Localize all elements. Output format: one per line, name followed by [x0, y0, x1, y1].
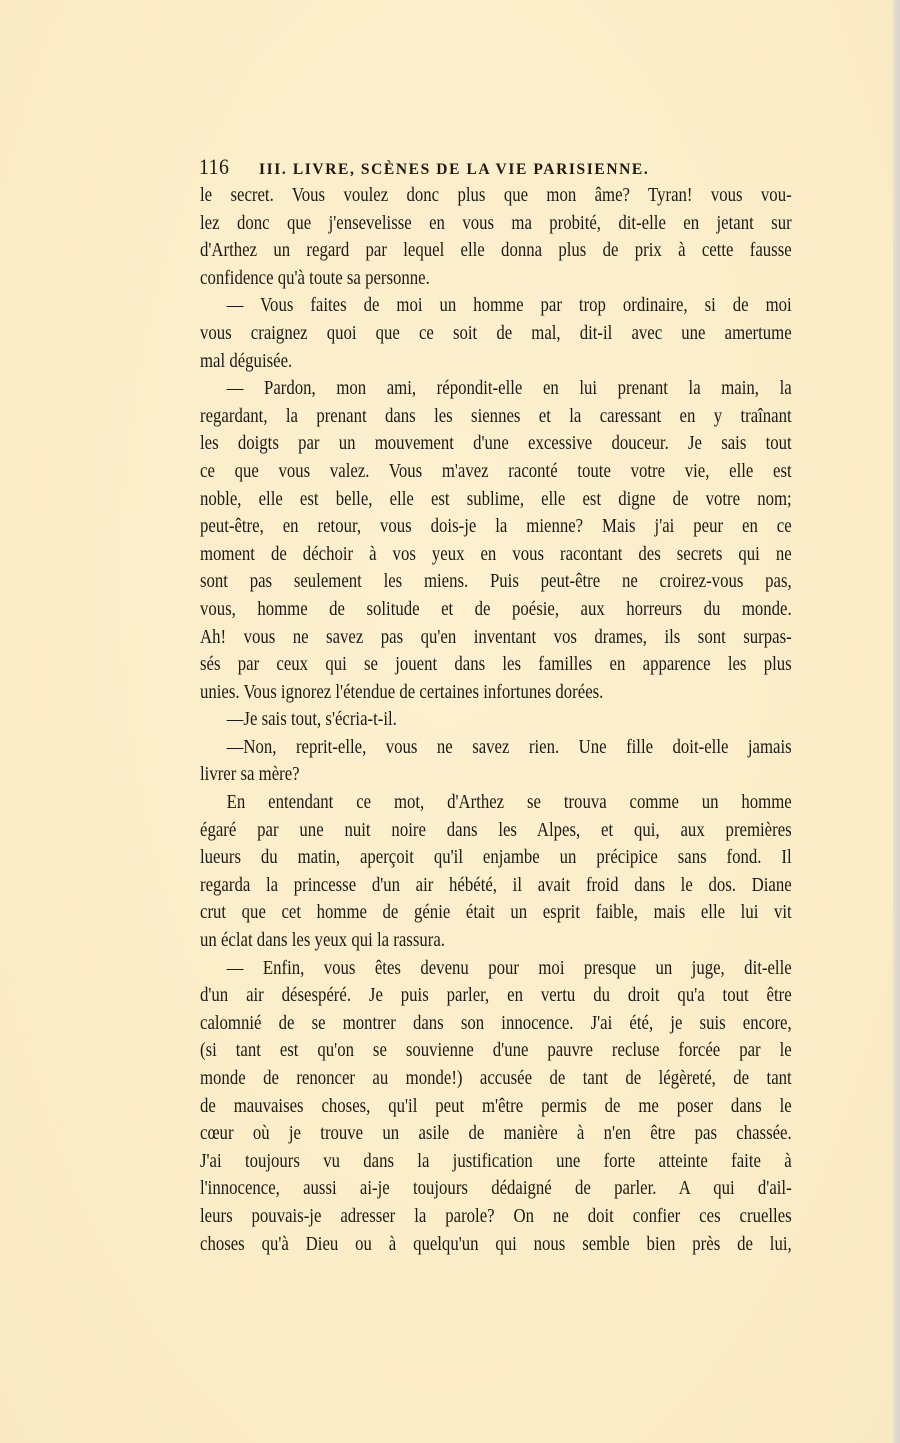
text-line: d'Arthez un regard par lequel elle donna plus de prix à cette fausse	[200, 240, 792, 262]
text-line: — Enfin, vous êtes devenu pour moi presque un juge, dit-elle	[226, 957, 792, 979]
text-line: de mauvaises choses, qu'il peut m'être permis de me poser dans le	[200, 1095, 792, 1117]
text-line: vous, homme de solitude et de poésie, aux horreurs du monde.	[200, 598, 792, 620]
text-line: — Vous faites de moi un homme par trop ordinaire, si de moi	[226, 295, 792, 317]
text-line: lueurs du matin, aperçoit qu'il enjambe un précipice sans fond. Il	[200, 847, 792, 869]
text-line: égaré par une nuit noire dans les Alpes, et qui, aux premières	[200, 819, 792, 841]
text-line: regardant, la prenant dans les siennes et la caressant en y traînant	[200, 405, 792, 427]
text-line: livrer sa mère?	[200, 764, 300, 786]
text-line: sés par ceux qui se jouent dans les familles en apparence les plus	[200, 654, 792, 676]
text-line: leurs pouvais-je adresser la parole? On ne doit confier ces cruelles	[200, 1205, 792, 1227]
running-head: III. LIVRE, SCÈNES DE LA VIE PARISIENNE.	[259, 161, 650, 178]
scan-edge	[893, 0, 900, 1443]
text-line: moment de déchoir à vos yeux en vous racontant des secrets qui ne	[200, 543, 792, 565]
text-line: En entendant ce mot, d'Arthez se trouva comme un homme	[226, 792, 792, 814]
text-line: —Je sais tout, s'écria-t-il.	[226, 709, 397, 731]
text-line: regarda la princesse d'un air hébété, il avait froid dans le dos. Diane	[200, 874, 792, 896]
text-line: calomnié de se montrer dans son innocence. J'ai été, je suis encore,	[200, 1012, 792, 1034]
text-line: mal déguisée.	[200, 350, 293, 372]
text-line: Ah! vous ne savez pas qu'en inventant vos drames, ils sont surpas-	[200, 626, 792, 648]
text-line: cœur où je trouve un asile de manière à n'en être pas chassée.	[200, 1123, 792, 1145]
text-line: noble, elle est belle, elle est sublime, elle est digne de votre nom;	[200, 488, 792, 510]
text-line: confidence qu'à toute sa personne.	[200, 267, 430, 289]
text-line: choses qu'à Dieu ou à quelqu'un qui nous semble bien près de lui,	[200, 1233, 792, 1255]
text-line: (si tant est qu'on se souvienne d'une pauvre recluse forcée par le	[200, 1040, 792, 1062]
page-header	[199, 154, 799, 184]
text-line: peut-être, en retour, vous dois-je la mienne? Mais j'ai peur en ce	[200, 516, 792, 538]
body-text	[200, 182, 792, 1258]
page-number: 116	[199, 154, 230, 179]
text-line: les doigts par un mouvement d'une excessive douceur. Je sais tout	[200, 433, 792, 455]
text-line: un éclat dans les yeux qui la rassura.	[200, 930, 445, 952]
text-line: unies. Vous ignorez l'étendue de certaines infortunes dorées.	[200, 681, 604, 703]
text-line: ce que vous valez. Vous m'avez raconté toute votre vie, elle est	[200, 460, 792, 482]
text-line: lez donc que j'ensevelisse en vous ma probité, dit-elle en jetant sur	[200, 212, 792, 234]
text-line: crut que cet homme de génie était un esprit faible, mais elle lui vit	[200, 902, 792, 924]
text-line: sont pas seulement les miens. Puis peut-être ne croirez-vous pas,	[200, 571, 792, 593]
text-line: —Non, reprit-elle, vous ne savez rien. Une fille doit-elle jamais	[226, 736, 792, 758]
text-line: vous craignez quoi que ce soit de mal, dit-il avec une amertume	[200, 322, 792, 344]
text-line: J'ai toujours vu dans la justification une forte atteinte faite à	[200, 1150, 792, 1172]
text-line: monde de renoncer au monde!) accusée de tant de légèreté, de tant	[200, 1068, 792, 1089]
text-line: d'un air désespéré. Je puis parler, en vertu du droit qu'a tout être	[200, 985, 792, 1007]
text-line: le secret. Vous voulez donc plus que mon âme? Tyran! vous vou-	[200, 185, 792, 206]
text-line: — Pardon, mon ami, répondit-elle en lui prenant la main, la	[226, 378, 792, 400]
text-line: l'innocence, aussi ai-je toujours dédaigné de parler. A qui d'ail-	[200, 1178, 792, 1200]
